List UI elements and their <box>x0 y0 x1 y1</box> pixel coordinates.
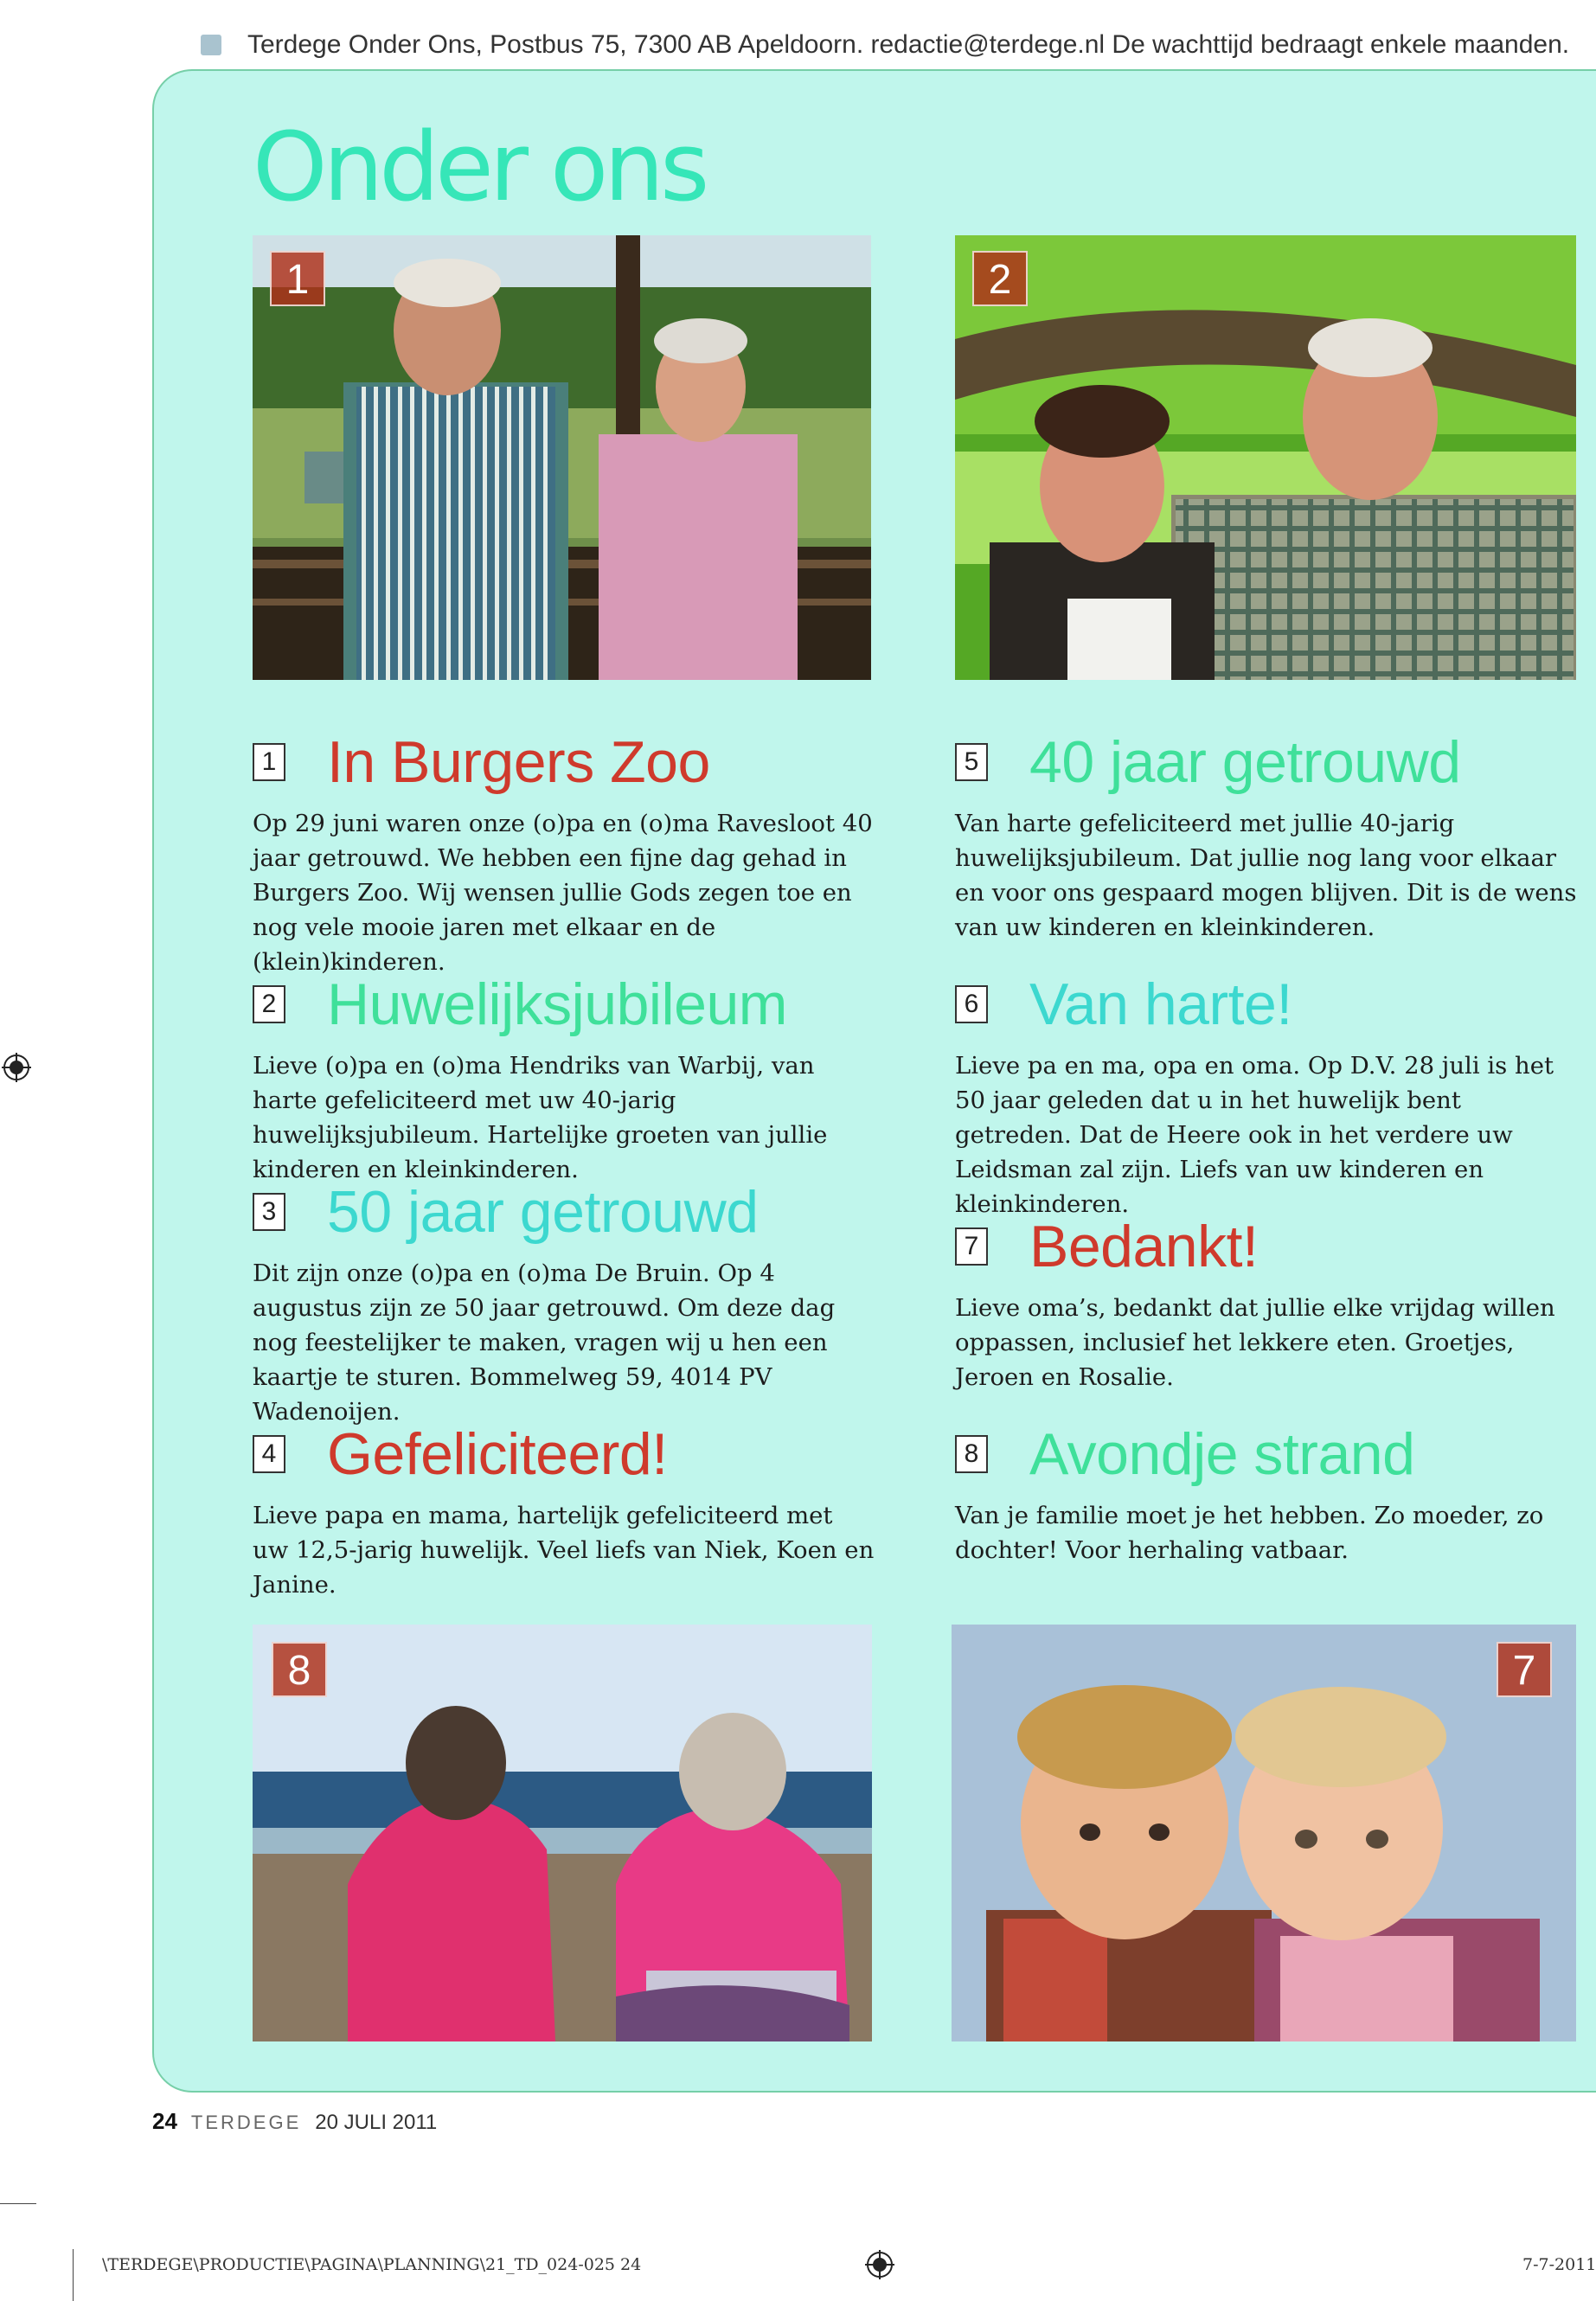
bullet-square-icon <box>201 35 221 55</box>
slug-date: 7-7-2011 <box>1522 2255 1596 2274</box>
article-number: 2 <box>253 985 285 1023</box>
photo-1 <box>253 235 871 680</box>
registration-mark-icon <box>865 2250 894 2279</box>
article-body: Van je familie moet je het hebben. Zo moeder, zo dochter! Voor herhaling vatbaar. <box>955 1502 1544 1564</box>
header-bar <box>201 26 1570 64</box>
article-7 <box>955 1211 1578 1394</box>
page-title: Onder ons <box>253 112 706 222</box>
article-8 <box>955 1419 1578 1567</box>
page-footer <box>152 2108 437 2139</box>
photo-1-badge: 1 <box>270 251 325 306</box>
article-heading: Huwelijksjubileum <box>327 971 787 1037</box>
article-body: Van harte gefeliciteerd met jullie 40-jarig huwelijksjubileum. Dat jullie nog lang voor elkaar en voor ons gespaard mogen blijven. Dit is de wens van uw kinderen en kleinkinderen. <box>955 810 1577 941</box>
article-2 <box>253 969 875 1187</box>
article-number: 7 <box>955 1227 988 1266</box>
photo-8-image <box>253 1625 872 2041</box>
photo-2-badge: 2 <box>972 251 1028 306</box>
photo-8-badge: 8 <box>272 1642 327 1697</box>
article-body: Op 29 juni waren onze (o)pa en (o)ma Ravesloot 40 jaar getrouwd. We hebben een fijne dag gehad in Burgers Zoo. Wij wensen jullie Gods zegen toe en nog vele mooie jaren met elkaar en de (klein)kinderen. <box>253 810 873 976</box>
article-number: 4 <box>253 1435 285 1473</box>
article-number: 6 <box>955 985 988 1023</box>
photo-1-image <box>253 235 871 680</box>
photo-2-image <box>955 235 1576 680</box>
page-number: 24 <box>152 2108 177 2134</box>
magazine-name: TERDEGE <box>190 2112 302 2133</box>
issue-date: 20 JULI 2011 <box>315 2111 438 2134</box>
article-body: Lieve oma’s, bedankt dat jullie elke vrijdag willen oppassen, inclusief het lekkere eten. Groetjes, Jeroen en Rosalie. <box>955 1294 1555 1391</box>
photo-2 <box>955 235 1576 680</box>
article-body: Lieve pa en ma, opa en oma. Op D.V. 28 juli is het 50 jaar geleden dat u in het huwelijk bent getreden. Dat de Heere ook in het verdere uw Leidsman zal zijn. Liefs van uw kinderen en kleinkinderen. <box>955 1052 1554 1218</box>
article-4 <box>253 1419 875 1602</box>
registration-mark-icon <box>2 1053 31 1082</box>
article-body: Lieve papa en mama, hartelijk gefeliciteerd met uw 12,5-jarig huwelijk. Veel liefs van Niek, Koen en Janine. <box>253 1502 875 1599</box>
article-3 <box>253 1176 875 1429</box>
article-1 <box>253 727 875 979</box>
photo-7 <box>952 1625 1576 2041</box>
article-heading: 50 jaar getrouwd <box>327 1179 759 1245</box>
article-body: Dit zijn onze (o)pa en (o)ma De Bruin. Op 4 augustus zijn ze 50 jaar getrouwd. Om deze dag nog feestelijker te maken, vragen wij u hen een kaartje te sturen. Bommelweg 59, 4014 PV Wadenoijen. <box>253 1259 836 1426</box>
article-number: 3 <box>253 1193 285 1231</box>
photo-8 <box>253 1625 872 2041</box>
slug-path: \TERDEGE\PRODUCTIE\PAGINA\PLANNING\21_TD_024-025 24 <box>102 2255 642 2274</box>
article-5 <box>955 727 1578 945</box>
article-heading: Avondje strand <box>1029 1421 1415 1487</box>
article-number: 5 <box>955 743 988 781</box>
article-number: 8 <box>955 1435 988 1473</box>
article-number: 1 <box>253 743 285 781</box>
article-6 <box>955 969 1578 1221</box>
crop-mark <box>73 2249 74 2301</box>
article-heading: 40 jaar getrouwd <box>1029 729 1461 795</box>
article-heading: Van harte! <box>1029 971 1292 1037</box>
crop-mark <box>0 2203 36 2204</box>
address-line: Terdege Onder Ons, Postbus 75, 7300 AB Apeldoorn. redactie@terdege.nl De wachttijd bedraagt enkele maanden. <box>247 30 1570 59</box>
article-body: Lieve (o)pa en (o)ma Hendriks van Warbij, van harte gefeliciteerd met uw 40-jarig huwelijksjubileum. Hartelijke groeten van jullie kinderen en kleinkinderen. <box>253 1052 828 1183</box>
article-heading: Bedankt! <box>1029 1214 1259 1279</box>
article-heading: In Burgers Zoo <box>327 729 710 795</box>
article-heading: Gefeliciteerd! <box>327 1421 668 1487</box>
photo-7-badge: 7 <box>1497 1642 1552 1697</box>
photo-7-image <box>952 1625 1576 2041</box>
